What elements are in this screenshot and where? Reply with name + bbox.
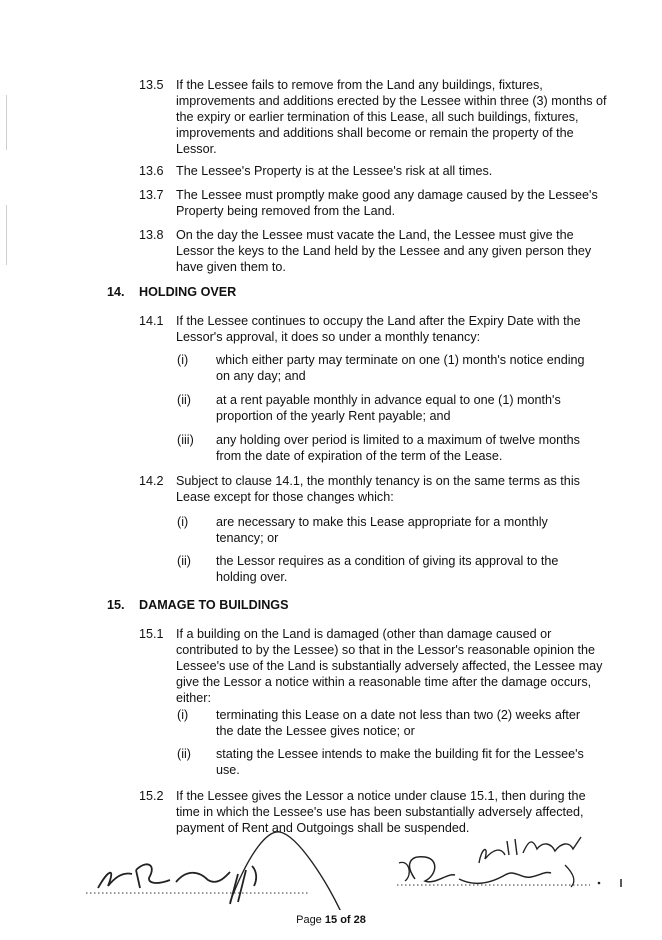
subclause-15-1-i <box>177 707 597 739</box>
clause-14-1 <box>139 313 609 345</box>
subclause-text: stating the Lessee intends to make the building fit for the Lessee's use. <box>216 747 584 777</box>
page-footer <box>0 914 662 926</box>
section-number: 15. <box>107 598 125 612</box>
subclause-14-1-iii <box>177 432 597 464</box>
subclause-14-2-i <box>177 514 597 546</box>
section-title: HOLDING OVER <box>139 285 237 299</box>
subclause-number: (iii) <box>177 433 194 447</box>
clause-number: 13.5 <box>139 78 164 92</box>
clause-text: If the Lessee gives the Lessor a notice under clause 15.1, then during the time in which the Lessee's use has been substantially adversely affected, payment of Rent and Outgoings shall be suspended. <box>176 789 586 835</box>
clause-text: If the Lessee fails to remove from the Land any buildings, fixtures, improvements and additions erected by the Lessee within three (3) months of the expiry or earlier termination of this Lease, all such buildings, fixtures, improvements and additions shall become or remain the property of the Lessor. <box>176 78 607 156</box>
clause-13-5 <box>139 77 609 157</box>
subclause-text: at a rent payable monthly in advance equal to one (1) month's proportion of the yearly Rent payable; and <box>216 393 561 423</box>
subclause-number: (i) <box>177 353 189 367</box>
clause-14-2 <box>139 473 609 505</box>
clause-text: On the day the Lessee must vacate the Land, the Lessee must give the Lessor the keys to the Land held by the Lessee and any given person they have given them to. <box>176 228 592 274</box>
clause-13-8 <box>139 227 609 275</box>
clause-text: The Lessee's Property is at the Lessee's risk at all times. <box>176 164 493 178</box>
page-of-label: of <box>340 914 351 926</box>
clause-text: Subject to clause 14.1, the monthly tenancy is on the same terms as this Lease except for those changes which: <box>176 474 580 504</box>
clause-number: 15.1 <box>139 627 164 641</box>
total-pages: 28 <box>353 914 366 926</box>
clause-text: The Lessee must promptly make good any damage caused by the Lessee's Property being removed from the Land. <box>176 188 598 218</box>
subclause-15-1-ii <box>177 746 597 778</box>
clause-number: 13.6 <box>139 164 164 178</box>
section-heading-15 <box>107 597 289 613</box>
clause-13-6 <box>139 163 609 179</box>
subclause-text: which either party may terminate on one (1) month's notice ending on any day; and <box>216 353 585 383</box>
clause-15-2 <box>139 788 609 836</box>
clause-text: If the Lessee continues to occupy the Land after the Expiry Date with the Lessor's approval, it does so under a monthly tenancy: <box>176 314 581 344</box>
clause-number: 13.7 <box>139 188 164 202</box>
clause-number: 14.2 <box>139 474 164 488</box>
subclause-number: (i) <box>177 708 189 722</box>
section-number: 14. <box>107 285 125 299</box>
signature-left <box>80 830 420 910</box>
subclause-text: any holding over period is limited to a maximum of twelve months from the date of expiration of the term of the Lease. <box>216 433 580 463</box>
subclause-number: (ii) <box>177 393 191 407</box>
margin-mark <box>6 205 7 265</box>
margin-mark <box>6 95 7 150</box>
subclause-text: the Lessor requires as a condition of giving its approval to the holding over. <box>216 554 559 584</box>
subclause-number: (ii) <box>177 747 191 761</box>
subclause-text: are necessary to make this Lease appropriate for a monthly tenancy; or <box>216 515 548 545</box>
signature-right <box>395 835 635 905</box>
subclause-number: (ii) <box>177 554 191 568</box>
section-heading-14 <box>107 284 236 300</box>
subclause-number: (i) <box>177 515 189 529</box>
section-title: DAMAGE TO BUILDINGS <box>139 598 289 612</box>
subclause-text: terminating this Lease on a date not less than two (2) weeks after the date the Lessee gives notice; or <box>216 708 581 738</box>
page-label: Page <box>296 914 322 926</box>
clause-15-1 <box>139 626 609 706</box>
clause-text: If a building on the Land is damaged (other than damage caused or contributed to by the Lessee) so that in the Lessor's reasonable opinion the Lessee's use of the Land is substantially adversely affected, the Lessee may give the Lessor a notice within a reasonable time after the damage occurs, either: <box>176 627 603 705</box>
clause-13-7 <box>139 187 609 219</box>
clause-number: 15.2 <box>139 789 164 803</box>
subclause-14-1-i <box>177 352 597 384</box>
clause-number: 13.8 <box>139 228 164 242</box>
subclause-14-2-ii <box>177 553 597 585</box>
clause-number: 14.1 <box>139 314 164 328</box>
page-number: 15 <box>324 914 338 926</box>
subclause-14-1-ii <box>177 392 597 424</box>
